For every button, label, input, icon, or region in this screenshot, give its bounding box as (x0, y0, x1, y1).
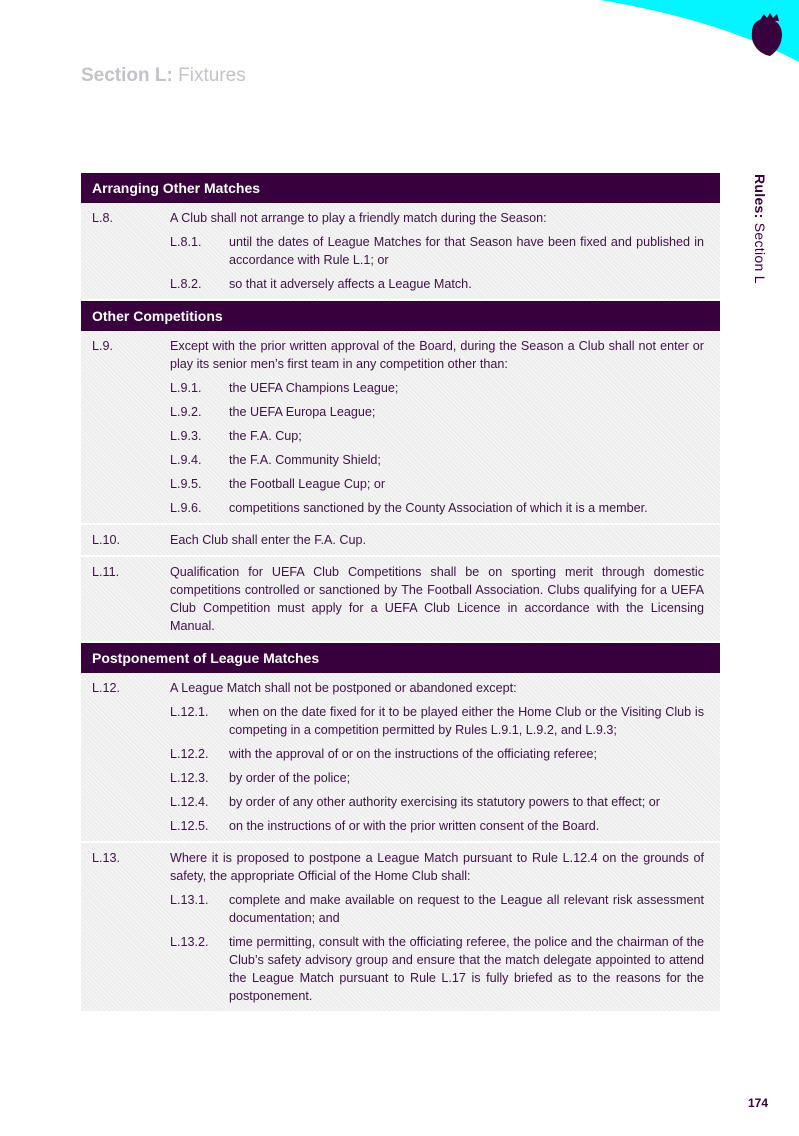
rule-row (92, 531, 704, 549)
rule-text: Qualification for UEFA Club Competitions shall be on sporting merit through domestic competitions controlled or sanctioned by The Football Association. Clubs qualifying for a UEFA Club Competition must apply for a UEFA Club Licence in accordance with the Licensing Manual. (170, 565, 704, 633)
subrule-number: L.8.1. (170, 235, 202, 249)
rules-content (81, 173, 720, 1013)
subrule-number: L.9.2. (170, 405, 202, 419)
rule-number: L.9. (92, 339, 114, 353)
subrule-row (170, 427, 704, 445)
subrule-text: until the dates of League Matches for that Season have been fixed and published in accordance with Rule L.1; or (229, 235, 704, 267)
subrule-number: L.13.1. (170, 893, 209, 907)
subrule-text: by order of the police; (229, 771, 351, 785)
rule-text: Where it is proposed to postpone a League Match pursuant to Rule L.12.4 on the grounds of safety, the appropriate Official of the Home Club shall: (170, 851, 704, 883)
subrule-number: L.12.2. (170, 747, 209, 761)
subrule-row (170, 933, 704, 1005)
section-title-bold: Section L: (81, 65, 173, 86)
rule-block (81, 557, 720, 643)
subrule-text: the F.A. Cup; (229, 429, 302, 443)
subrule-row (170, 745, 704, 763)
subrule-text: competitions sanctioned by the County Association of which it is a member. (229, 501, 648, 515)
subrule-number: L.9.5. (170, 477, 202, 491)
rule-row (92, 209, 704, 227)
subrule-row (170, 275, 704, 293)
subrule-number: L.12.4. (170, 795, 209, 809)
subrule-row (170, 891, 704, 927)
subrule-text: the Football League Cup; or (229, 477, 386, 491)
subrule-number: L.12.5. (170, 819, 209, 833)
rule-text: A Club shall not arrange to play a friendly match during the Season: (170, 211, 547, 225)
page-number: 174 (748, 1096, 769, 1110)
rule-row (92, 679, 704, 697)
subrule-row (170, 793, 704, 811)
subrule-text: the UEFA Europa League; (229, 405, 376, 419)
rule-row (92, 563, 704, 635)
subrule-number: L.13.2. (170, 935, 209, 949)
rule-number: L.10. (92, 533, 121, 547)
subrule-text: the F.A. Community Shield; (229, 453, 381, 467)
subrule-row (170, 769, 704, 787)
rule-row (92, 849, 704, 885)
rule-block (81, 203, 720, 301)
subrule-row (170, 817, 704, 835)
rule-block (81, 843, 720, 1013)
subrule-row (170, 499, 704, 517)
subrule-text: the UEFA Champions League; (229, 381, 399, 395)
rule-number: L.13. (92, 851, 121, 865)
rule-text: A League Match shall not be postponed or abandoned except: (170, 681, 517, 695)
subrule-row (170, 475, 704, 493)
subrule-number: L.9.4. (170, 453, 202, 467)
section-header: Postponement of League Matches (81, 643, 720, 673)
rule-text: Except with the prior written approval of the Board, during the Season a Club shall not enter or play its senior men’s first team in any competition other than: (170, 339, 704, 371)
subrule-number: L.9.1. (170, 381, 202, 395)
rule-block (81, 331, 720, 525)
section-header: Arranging Other Matches (81, 173, 720, 203)
side-label (752, 174, 768, 284)
corner-decoration (0, 0, 799, 70)
section-title-rest: Fixtures (172, 65, 246, 86)
section-title (81, 64, 246, 88)
subrule-number: L.12.1. (170, 705, 209, 719)
subrule-number: L.8.2. (170, 277, 202, 291)
subrule-number: L.9.6. (170, 501, 202, 515)
subrule-row (170, 703, 704, 739)
rule-number: L.12. (92, 681, 121, 695)
rule-row (92, 337, 704, 373)
subrule-row (170, 233, 704, 269)
rule-block (81, 525, 720, 557)
subrule-text: with the approval of or on the instructions of the officiating referee; (229, 747, 597, 761)
rule-block (81, 673, 720, 843)
subrule-number: L.12.3. (170, 771, 209, 785)
rule-number: L.8. (92, 211, 114, 225)
rule-number: L.11. (92, 565, 120, 579)
side-label-bold: Rules: (752, 174, 768, 219)
subrule-text: by order of any other authority exercising its statutory powers to that effect; or (229, 795, 660, 809)
subrule-row (170, 451, 704, 469)
subrule-row (170, 379, 704, 397)
subrule-text: so that it adversely affects a League Match. (229, 277, 472, 291)
section-header: Other Competitions (81, 301, 720, 331)
subrule-text: when on the date fixed for it to be played either the Home Club or the Visiting Club is competing in a competition permitted by Rules L.9.1, L.9.2, and L.9.3; (229, 705, 704, 737)
subrule-number: L.9.3. (170, 429, 202, 443)
rule-text: Each Club shall enter the F.A. Cup. (170, 533, 367, 547)
side-label-rest: Section L (752, 218, 768, 284)
subrule-row (170, 403, 704, 421)
subrule-text: on the instructions of or with the prior written consent of the Board. (229, 819, 600, 833)
subrule-text: complete and make available on request to the League all relevant risk assessment documentation; and (229, 893, 704, 925)
subrule-text: time permitting, consult with the officiating referee, the police and the chairman of the Club’s safety advisory group and ensure that the match delegate appointed to attend the League Match pursuant to Rule L.17 is fully briefed as to the reasons for the postponement. (229, 935, 704, 1003)
